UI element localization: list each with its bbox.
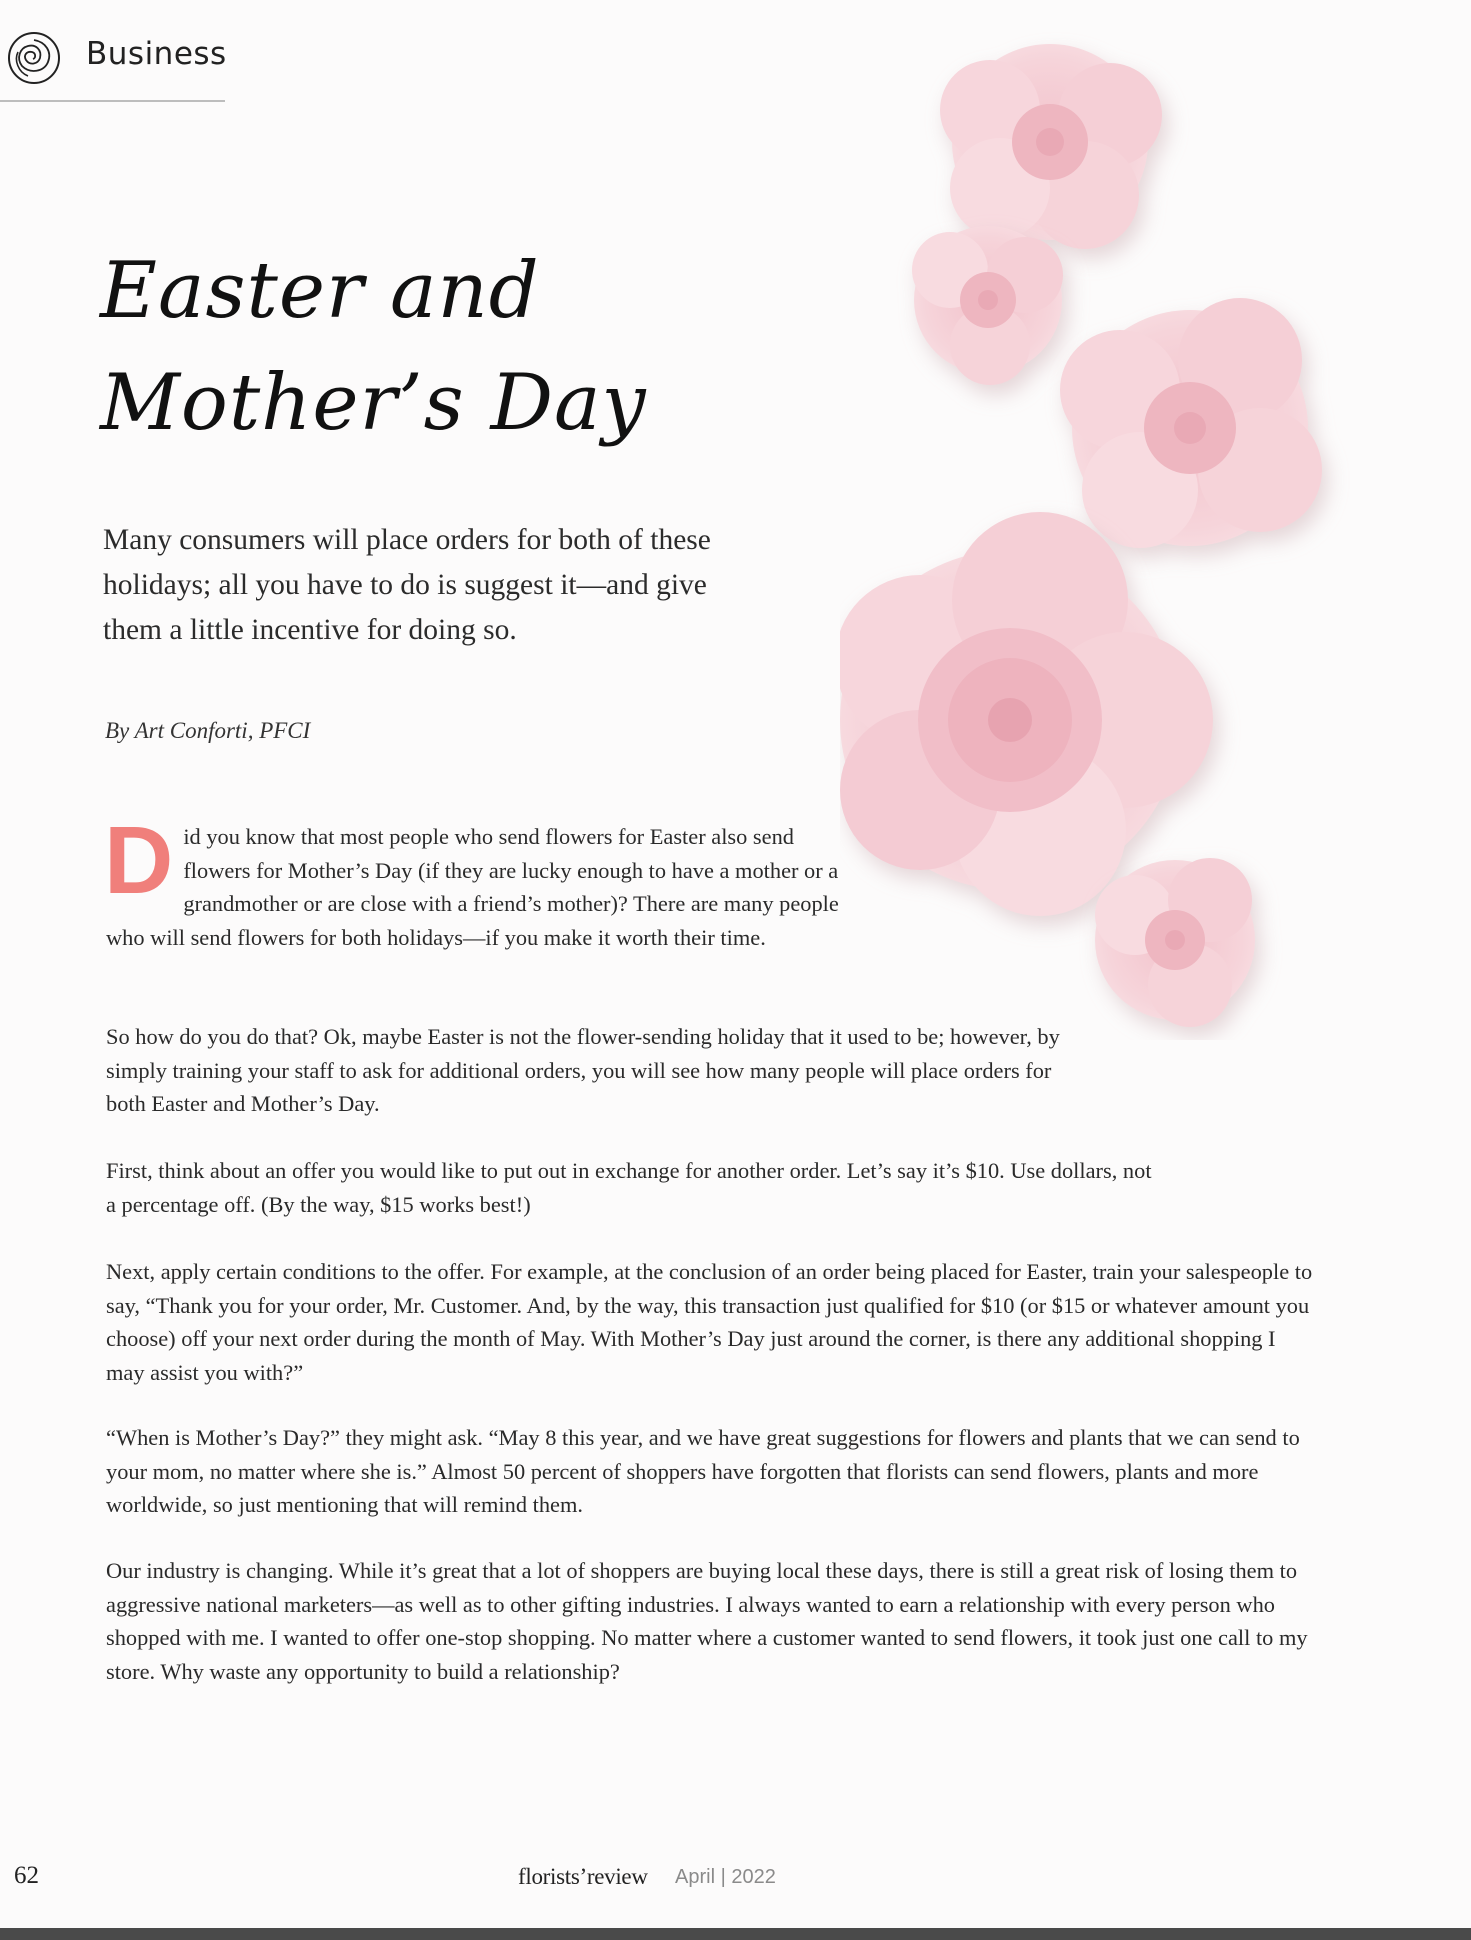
magazine-name: florists’review: [518, 1864, 648, 1889]
rose-icon: [6, 30, 62, 86]
section-header: [0, 24, 225, 102]
body-paragraph-2: So how do you do that? Ok, maybe Easter is not the flower-sending holiday that it used to be; however, by simply training your staff to ask for additional orders, you will see how many people will place orders for both Easter and Mother’s Day.: [106, 1024, 1060, 1116]
title-line-1: Easter and: [100, 246, 540, 336]
flower-1: [940, 44, 1162, 249]
body-paragraph-4: Next, apply certain conditions to the offer. For example, at the conclusion of an order being placed for Easter, train your salespeople to say, “Thank you for your order, Mr. Customer. And, by the way, this transaction just qualified for $10 (or $15 or whatever amount you choose) off your next order during the month of May. With Mother’s Day just around the corner, is there any additional shopping I may assist you with?”: [106, 1259, 1313, 1385]
article-dek: Many consumers will place orders for both of these holidays; all you have to do is suggest it—and give them a little incentive for doing so.: [103, 524, 711, 646]
flower-2: [912, 226, 1063, 385]
paper-flowers-image: [840, 20, 1360, 1040]
body-paragraph-3: First, think about an offer you would like to put out in exchange for another order. Let’s say it’s $10. Use dollars, not a percentage off. (By the way, $15 works best!): [106, 1158, 1152, 1217]
article-byline: By Art Conforti, PFCI: [105, 718, 311, 743]
page-number: 62: [14, 1862, 39, 1889]
drop-cap: D: [104, 807, 174, 914]
paragraph-1-text: id you know that most people who send flowers for Easter also send flowers for Mother’s Day (if they are lucky enough to have a mother or a grandmother or are close with a friend’s mother)? There are many people who will send flowers for both holidays—if you make it worth their time.: [106, 824, 839, 950]
issue-date: April | 2022: [675, 1866, 776, 1888]
flower-5: [1095, 858, 1255, 1027]
body-paragraph-6: Our industry is changing. While it’s great that a lot of shoppers are buying local these days, there is still a great risk of losing them to aggressive national marketers—as well as to other gifting industries. I always wanted to earn a relationship with every person who shopped with me. I wanted to offer one-stop shopping. No matter where a customer wanted to send flowers, it took just one call to my store. Why waste any opportunity to build a relationship?: [106, 1558, 1308, 1684]
section-label: Business: [86, 36, 227, 72]
flower-4: [840, 512, 1213, 916]
body-paragraph-5: “When is Mother’s Day?” they might ask. “May 8 this year, and we have great suggestions for flowers and plants that we can send to your mom, no matter where she is.” Almost 50 percent of shoppers have forgotten that florists can send flowers, plants and more worldwide, so just mentioning that will remind them.: [106, 1425, 1300, 1517]
flower-3: [1060, 298, 1322, 548]
body-paragraph-1: [104, 807, 866, 954]
section-divider: [0, 100, 225, 102]
bottom-bar: [0, 1928, 1471, 1940]
title-line-2: Mother’s Day: [100, 358, 647, 448]
article-title: [100, 235, 740, 459]
